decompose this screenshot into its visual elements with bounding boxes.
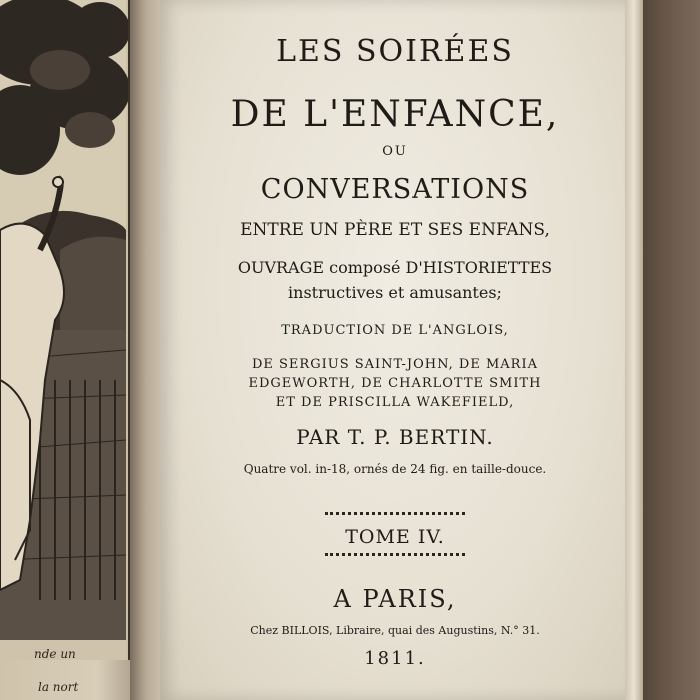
- description-line-1: OUVRAGE composé D'HISTORIETTES: [237, 258, 553, 277]
- translation-line: TRADUCTION DE L'ANGLOIS,: [281, 323, 509, 338]
- title-line-2: DE L'ENFANCE,: [230, 94, 560, 135]
- caption-line2: la nort: [38, 680, 79, 694]
- caption-line1: nde un: [34, 647, 76, 660]
- authors-line-1: DE SERGIUS SAINT-JOHN, DE MARIA: [251, 357, 538, 372]
- volume-info: Quatre vol. in-18, ornés de 24 fig. en taille-douce.: [243, 462, 547, 476]
- translator-line: PAR T. P. BERTIN.: [296, 425, 494, 449]
- ornament-rule-bottom: [160, 553, 630, 559]
- subtitle-line: ENTRE UN PÈRE ET SES ENFANS,: [240, 220, 550, 240]
- description-line-2: instructives et amusantes;: [288, 283, 502, 302]
- title-line-1: LES SOIRÉES: [276, 34, 514, 69]
- tome-number: TOME IV.: [345, 526, 445, 548]
- engraving-illustration: [0, 0, 130, 660]
- subtitle-conversations: CONVERSATIONS: [260, 174, 530, 205]
- authors-line-2: EDGEWORTH, DE CHARLOTTE SMITH: [248, 376, 542, 391]
- ornament-rule-top: [160, 512, 630, 518]
- title-ou: OU: [382, 144, 408, 159]
- publication-year: 1811.: [364, 648, 426, 669]
- left-page: [0, 0, 140, 700]
- place-of-publication: A PARIS,: [333, 585, 457, 613]
- authors-line-3: ET DE PRISCILLA WAKEFIELD,: [275, 395, 515, 410]
- publisher-line: Chez BILLOIS, Libraire, quai des Augustins, N.° 31.: [250, 624, 540, 637]
